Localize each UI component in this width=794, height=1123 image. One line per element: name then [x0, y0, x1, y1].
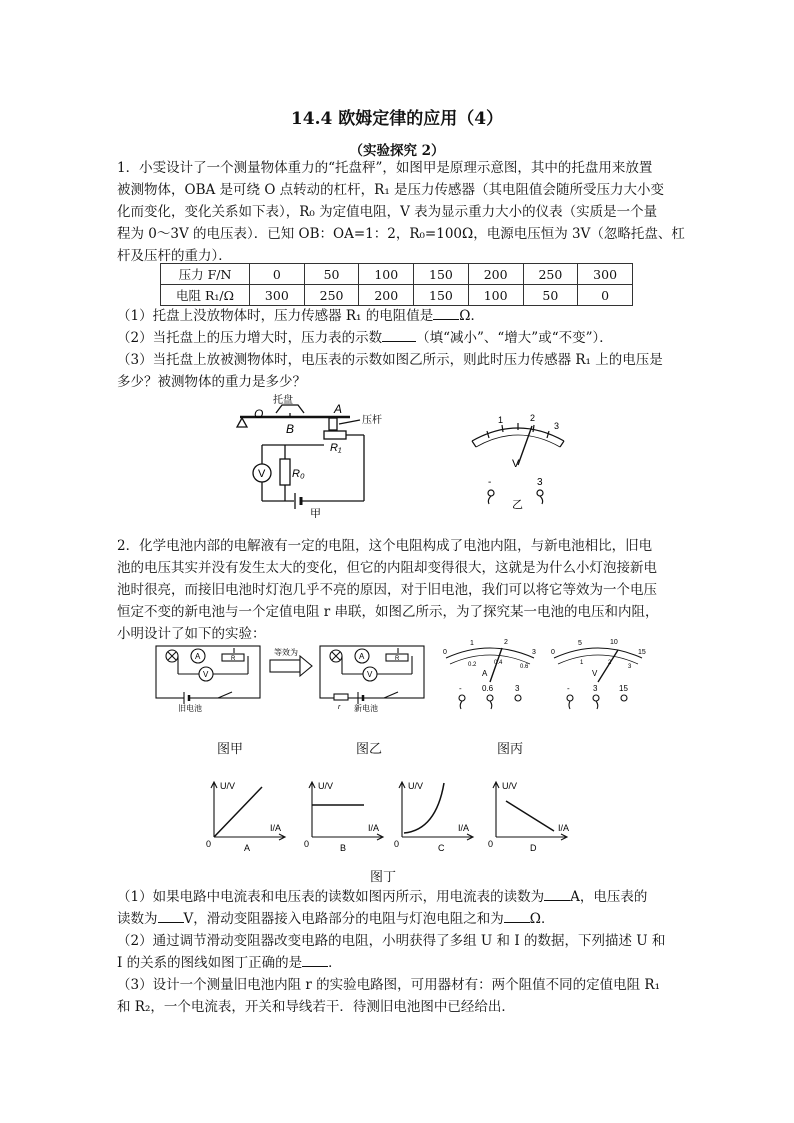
graph-a-ylabel: U/V	[220, 781, 236, 791]
q2-sub1-text-b: A，电压表的	[570, 889, 648, 905]
volt-term-15: 15	[619, 684, 628, 693]
volt-small-1: 1	[580, 660, 584, 666]
volt-tick-0: 0	[551, 649, 555, 656]
q2-sub2-line2	[117, 952, 697, 974]
q2-sub3-line: （3）设计一个测量旧电池内阻 r 的实验电路图，可用器材有：两个阻值不同的定值电阻 R₁	[117, 977, 660, 993]
q1-intro	[117, 157, 697, 267]
terminal-minus: -	[488, 477, 492, 488]
q2-intro-line: 池的电压其实并没有发生太大的变化，但它的内阻却变得很大，这就是为什么小灯泡接新电	[117, 560, 657, 576]
meter-tick-1: 1	[498, 415, 504, 425]
q2-figure-ui-graphs	[200, 775, 600, 855]
q1-intro-line: 杆及压杆的重力）．	[117, 248, 232, 264]
table-cell: 50	[523, 285, 578, 306]
amm-term-0.6: 0.6	[482, 684, 494, 693]
lever-label-o: O	[254, 407, 264, 421]
figure-caption-jia-2: 图甲	[217, 742, 244, 757]
q2-intro-line: 恒定不变的新电池与一个定值电阻 r 串联，如图乙所示，为了探究某一电池的电压和内阻，	[117, 604, 659, 620]
q2-intro-line: 2．化学电池内部的电解液有一定的电阻，这个电阻构成了电池内阻，与新电池相比，旧电	[117, 538, 653, 554]
lever-label-a: A	[334, 402, 343, 416]
q1-intro-line: 化而变化，变化关系如下表），R₀ 为定值电阻，V 表为显示重力大小的仪表（实质是一个量	[117, 204, 658, 220]
amm-small-0.4: 0.4	[494, 660, 503, 666]
r0-label: R₀	[292, 468, 305, 480]
graph-b-origin: 0	[304, 839, 310, 849]
volt-small-3: 3	[628, 664, 632, 670]
volt-tick-10: 10	[610, 639, 618, 646]
table-cell: 150	[414, 264, 469, 285]
meter-tick-2: 2	[530, 413, 536, 423]
answer-blank[interactable]	[302, 954, 328, 967]
table-cell: 50	[304, 264, 359, 285]
table-cell: 250	[304, 285, 359, 306]
volt-term-minus: -	[567, 684, 570, 693]
figure-caption-bing: 图丙	[497, 742, 524, 757]
table-cell: 0	[250, 264, 305, 285]
volt-tick-5: 5	[578, 640, 582, 647]
voltmeter-symbol-2: V	[367, 670, 373, 679]
answer-blank[interactable]	[158, 910, 184, 923]
q2-sub1-text-c: 读数为	[117, 911, 158, 927]
amm-unit-symbol: A	[482, 669, 488, 678]
q2-intro-line: 小明设计了如下的实验：	[117, 626, 266, 642]
graph-d-ylabel: U/V	[502, 781, 518, 791]
table-cell: 250	[523, 264, 578, 285]
graph-b-letter: B	[340, 843, 347, 853]
page-title: 14.4 欧姆定律的应用（4）	[290, 109, 504, 129]
answer-blank[interactable]	[382, 329, 416, 342]
graph-c-xlabel: I/A	[458, 823, 470, 833]
volt-unit-symbol: V	[592, 669, 598, 678]
q1-sub2	[117, 327, 697, 349]
q1-figure-jia	[232, 393, 392, 518]
amm-small-0.6: 0.6	[520, 664, 529, 670]
graph-c-ylabel: U/V	[408, 781, 424, 791]
table-cell: 300	[578, 264, 633, 285]
q2-sub2-line1: （2）通过调节滑动变阻器改变电路的电阻，小明获得了多组 U 和 I 的数据，下列描述 U 和	[117, 933, 666, 949]
pressure-resistance-table	[160, 263, 633, 306]
q1-sub3-line: 多少？被测物体的重力是多少？	[117, 374, 306, 390]
r1-label: R₁	[330, 442, 342, 454]
rheostat-label: R	[231, 656, 236, 662]
q1-figure-yi-voltmeter	[458, 405, 578, 510]
table-header-cell: 压力 F/N	[161, 264, 250, 285]
graph-d-origin: 0	[488, 839, 494, 849]
amm-small-0.2: 0.2	[468, 662, 477, 668]
lever-label-b: B	[286, 422, 295, 436]
voltmeter-label: V	[258, 468, 266, 480]
volt-term-3: 3	[593, 684, 598, 693]
q2-figure-voltmeter-dial	[548, 636, 648, 716]
ammeter-symbol: A	[195, 652, 201, 661]
equivalent-label: 等效为	[274, 648, 298, 657]
table-row	[161, 285, 633, 306]
q1-intro-line: 程为 0～3V 的电压表）．已知 OB：OA=1：2，R₀=100Ω，电源电压恒为 3V（忽略托盘、杠	[117, 226, 685, 242]
q2-figure-ammeter-dial	[440, 636, 540, 716]
q1-sub2-text: （2）当托盘上的压力增大时，压力表的示数	[117, 330, 383, 346]
q2-sub1-text-a: （1）如果电路中电流表和电压表的读数如图丙所示，用电流表的读数为	[117, 889, 545, 905]
rod-label: 压杆	[362, 415, 382, 426]
graph-d-letter: D	[530, 843, 537, 853]
amm-term-3: 3	[515, 684, 520, 693]
q2-sub1-line1	[117, 886, 697, 908]
graph-b-xlabel: I/A	[368, 823, 380, 833]
figure-caption-jia: 甲	[310, 508, 321, 518]
terminal-3: 3	[537, 477, 543, 488]
amm-tick-3: 3	[532, 649, 536, 656]
rheostat-label-2: R	[395, 656, 400, 662]
amm-tick-1: 1	[470, 640, 474, 647]
q1-intro-line: 1．小雯设计了一个测量物体重力的“托盘秤”，如图甲是原理示意图，其中的托盘用来放置	[117, 160, 653, 176]
q2-sub1-text-e: Ω．	[529, 911, 555, 927]
q2-subquestions	[117, 886, 697, 1018]
table-header-cell: 电阻 R₁/Ω	[161, 285, 250, 306]
voltmeter-symbol: V	[203, 670, 209, 679]
table-cell: 200	[468, 264, 523, 285]
table-cell: 100	[359, 264, 414, 285]
table-cell: 100	[468, 285, 523, 306]
answer-blank[interactable]	[504, 910, 530, 923]
q2-sub1-text-d: V，滑动变阻器接入电路部分的电阻与灯泡电阻之和为	[183, 911, 504, 927]
q1-sub1	[117, 305, 697, 327]
q2-sub2-text-c: ．	[328, 955, 342, 971]
old-battery-label: 旧电池	[178, 704, 202, 712]
q1-sub1-unit: Ω．	[459, 308, 484, 324]
q1-subquestions	[117, 305, 697, 393]
q2-intro	[117, 535, 697, 645]
graph-a-origin: 0	[206, 839, 212, 849]
ammeter-symbol-2: A	[359, 652, 365, 661]
meter-tick-3: 3	[554, 421, 560, 431]
graph-a-xlabel: I/A	[270, 823, 282, 833]
table-cell: 300	[250, 285, 305, 306]
table-cell: 200	[359, 285, 414, 306]
answer-blank[interactable]	[433, 307, 459, 320]
page-subtitle: （实验探究 2）	[349, 143, 445, 159]
figure-caption-yi-2: 图乙	[356, 742, 383, 757]
table-cell: 150	[414, 285, 469, 306]
graph-c-letter: C	[438, 843, 445, 853]
q2-sub2-text-b: I 的关系的图线如图丁正确的是	[117, 955, 303, 971]
amm-tick-0: 0	[443, 649, 447, 656]
table-cell: 0	[578, 285, 633, 306]
volt-tick-15: 15	[638, 649, 646, 656]
graph-d-xlabel: I/A	[558, 823, 570, 833]
volt-small-2: 2	[608, 660, 612, 666]
graph-b-ylabel: U/V	[318, 781, 334, 791]
amm-term-minus: -	[459, 684, 462, 693]
meter-v-symbol: V	[512, 458, 520, 470]
table-row	[161, 264, 633, 285]
q2-sub3-line: 和 R₂，一个电流表，开关和导线若干．待测旧电池图中已经给出．	[117, 999, 515, 1015]
new-battery-label: 新电池	[354, 704, 378, 712]
amm-tick-2: 2	[504, 639, 508, 646]
graph-c-origin: 0	[394, 839, 400, 849]
q1-sub1-text: （1）托盘上没放物体时，压力传感器 R₁ 的电阻值是	[117, 308, 434, 324]
q2-figure-circuits	[148, 640, 438, 712]
internal-resistance-label: r	[338, 704, 341, 711]
q1-intro-line: 被测物体，OBA 是可绕 O 点转动的杠杆，R₁ 是压力传感器（其电阻值会随所受压力大小变	[117, 182, 665, 198]
q2-sub1-line2	[117, 908, 697, 930]
answer-blank[interactable]	[544, 888, 570, 901]
graph-a-letter: A	[244, 843, 251, 853]
figure-caption-yi: 乙	[512, 499, 523, 510]
q1-sub3-line: （3）当托盘上放被测物体时，电压表的示数如图乙所示，则此时压力传感器 R₁ 上的电压是	[117, 352, 663, 368]
tray-label: 托盘	[273, 395, 293, 406]
q1-sub2-hint: （填“减小”、“增大”或“不变”）．	[416, 330, 613, 346]
q2-intro-line: 池时很亮，而接旧电池时灯泡几乎不亮的原因，对于旧电池，我们可以将它等效为一个电压	[117, 582, 657, 598]
figure-caption-ding: 图丁	[370, 870, 397, 885]
